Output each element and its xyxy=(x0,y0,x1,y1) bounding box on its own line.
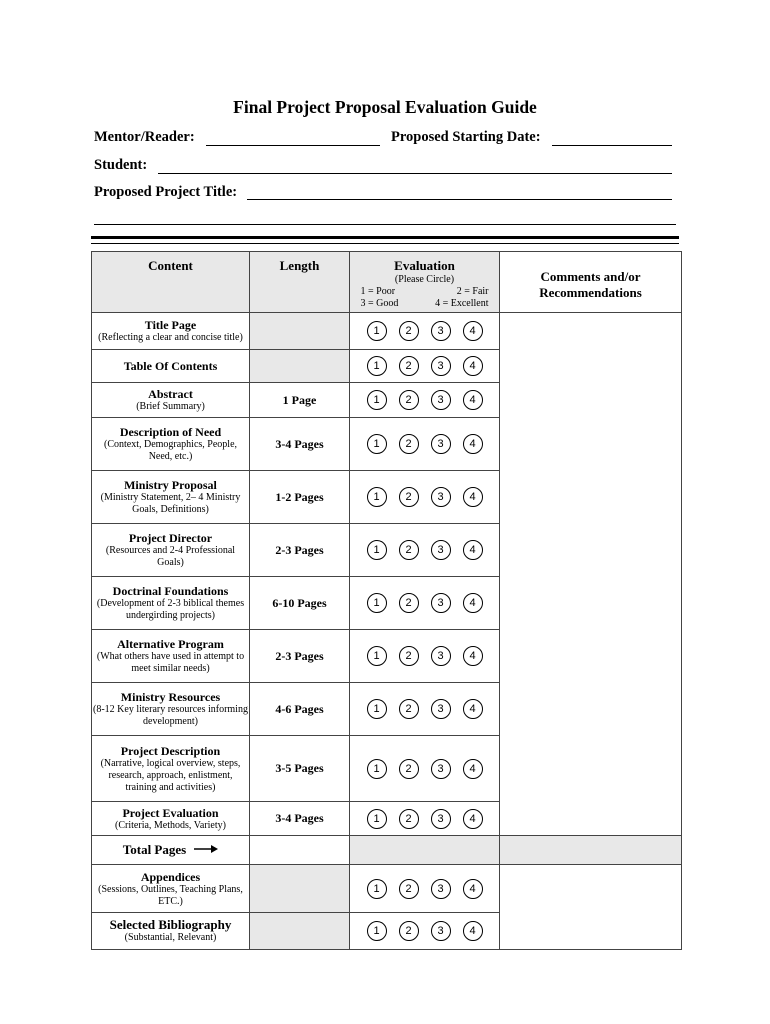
ministry-resources-rating-3[interactable]: 3 xyxy=(431,699,451,719)
project-director-evaluation-cell xyxy=(350,524,500,577)
project-description-length-cell xyxy=(250,736,350,802)
project-evaluation-evaluation-cell xyxy=(350,802,500,836)
proposed-starting-date-label: Proposed Starting Date: xyxy=(391,129,541,145)
thin-divider xyxy=(91,243,679,244)
title-page-rating-options xyxy=(350,321,499,341)
table-of-contents-evaluation-cell xyxy=(350,350,500,383)
scale-good: 3 = Good xyxy=(360,298,399,309)
doctrinal-foundations-evaluation-cell xyxy=(350,577,500,630)
abstract-name: Abstract xyxy=(148,387,193,401)
ministry-resources-length-cell xyxy=(250,683,350,736)
header-row xyxy=(92,252,682,313)
abstract-rating-1[interactable]: 1 xyxy=(367,390,387,410)
evaluation-table xyxy=(91,251,682,950)
scale-row-1 xyxy=(361,286,489,298)
table-of-contents-content-cell xyxy=(92,350,250,383)
ministry-resources-rating-4[interactable]: 4 xyxy=(463,699,483,719)
description-of-need-length-cell xyxy=(250,418,350,471)
project-evaluation-rating-4[interactable]: 4 xyxy=(463,809,483,829)
content-header: Content xyxy=(148,258,193,273)
title-page-length-cell xyxy=(250,313,350,350)
selected-bibliography-rating-3[interactable]: 3 xyxy=(431,921,451,941)
title-page-rating-1[interactable]: 1 xyxy=(367,321,387,341)
alternative-program-rating-2[interactable]: 2 xyxy=(399,646,419,666)
alternative-program-description: (What others have used in attempt to meet similar needs) xyxy=(96,651,245,674)
doctrinal-foundations-rating-options xyxy=(350,593,499,613)
project-evaluation-length-cell xyxy=(250,802,350,836)
abstract-rating-options xyxy=(350,390,499,410)
ministry-proposal-rating-4[interactable]: 4 xyxy=(463,487,483,507)
student-line[interactable] xyxy=(158,173,672,174)
title-page-description: (Reflecting a clear and concise title) xyxy=(98,332,243,343)
scale-row-2 xyxy=(361,298,489,310)
project-director-rating-4[interactable]: 4 xyxy=(463,540,483,560)
ministry-proposal-rating-2[interactable]: 2 xyxy=(399,487,419,507)
ministry-proposal-rating-1[interactable]: 1 xyxy=(367,487,387,507)
table-row xyxy=(92,865,682,913)
description-of-need-rating-2[interactable]: 2 xyxy=(399,434,419,454)
abstract-evaluation-cell xyxy=(350,383,500,418)
description-of-need-rating-3[interactable]: 3 xyxy=(431,434,451,454)
description-of-need-content-cell xyxy=(92,418,250,471)
description-of-need-length: 3-4 Pages xyxy=(275,436,324,451)
selected-bibliography-rating-4[interactable]: 4 xyxy=(463,921,483,941)
alternative-program-evaluation-cell xyxy=(350,630,500,683)
abstract-content-cell xyxy=(92,383,250,418)
table-of-contents-name: Table Of Contents xyxy=(123,359,218,373)
title-page-rating-2[interactable]: 2 xyxy=(399,321,419,341)
title-page-rating-4[interactable]: 4 xyxy=(463,321,483,341)
evaluation-header: Evaluation xyxy=(394,258,455,273)
ministry-resources-evaluation-cell xyxy=(350,683,500,736)
appendices-description: (Sessions, Outlines, Teaching Plans, ETC.) xyxy=(98,883,243,907)
proposed-project-title-line-2[interactable] xyxy=(94,224,676,225)
evaluation-header-cell xyxy=(350,252,500,313)
description-of-need-evaluation-cell xyxy=(350,418,500,471)
project-director-description: (Resources and 2-4 Professional Goals) xyxy=(105,545,236,568)
total-pages-comments-blank xyxy=(500,836,682,865)
ministry-resources-rating-options xyxy=(350,699,499,719)
project-description-evaluation-cell xyxy=(350,736,500,802)
project-evaluation-rating-options xyxy=(350,809,499,829)
scale-fair: 2 = Fair xyxy=(456,286,489,297)
alternative-program-length: 2-3 Pages xyxy=(275,648,324,663)
doctrinal-foundations-length-cell xyxy=(250,577,350,630)
total-pages-cell xyxy=(92,836,250,865)
doctrinal-foundations-content-cell xyxy=(92,577,250,630)
ministry-resources-rating-1[interactable]: 1 xyxy=(367,699,387,719)
table-of-contents-length-cell xyxy=(250,350,350,383)
selected-bibliography-name: Selected Bibliography xyxy=(109,917,232,932)
project-description-rating-3[interactable]: 3 xyxy=(431,759,451,779)
selected-bibliography-content-cell xyxy=(92,913,250,950)
appendices-rating-3[interactable]: 3 xyxy=(431,879,451,899)
doctrinal-foundations-rating-3[interactable]: 3 xyxy=(431,593,451,613)
ministry-resources-rating-2[interactable]: 2 xyxy=(399,699,419,719)
scale-poor: 1 = Poor xyxy=(360,286,396,297)
project-description-content-cell xyxy=(92,736,250,802)
project-description-rating-2[interactable]: 2 xyxy=(399,759,419,779)
length-header-cell xyxy=(250,252,350,313)
selected-bibliography-rating-1[interactable]: 1 xyxy=(367,921,387,941)
abstract-length: 1 Page xyxy=(282,392,317,407)
ministry-proposal-length: 1-2 Pages xyxy=(275,489,324,504)
project-director-length-cell xyxy=(250,524,350,577)
ministry-resources-length: 4-6 Pages xyxy=(275,701,324,716)
mentor-reader-label: Mentor/Reader: xyxy=(94,129,195,145)
project-director-rating-1[interactable]: 1 xyxy=(367,540,387,560)
comments-header-line-1: Comments and/or xyxy=(540,269,641,284)
table-of-contents-rating-3[interactable]: 3 xyxy=(431,356,451,376)
project-evaluation-length: 3-4 Pages xyxy=(275,811,324,825)
project-director-rating-3[interactable]: 3 xyxy=(431,540,451,560)
description-of-need-description: (Context, Demographics, People, Need, etc.) xyxy=(103,439,238,462)
table-of-contents-rating-1[interactable]: 1 xyxy=(367,356,387,376)
ministry-proposal-evaluation-cell xyxy=(350,471,500,524)
alternative-program-rating-options xyxy=(350,646,499,666)
project-description-rating-1[interactable]: 1 xyxy=(367,759,387,779)
alternative-program-name: Alternative Program xyxy=(117,637,224,651)
total-pages-evaluation-blank xyxy=(350,836,500,865)
ministry-proposal-name: Ministry Proposal xyxy=(124,478,217,492)
abstract-description: (Brief Summary) xyxy=(136,401,205,412)
alternative-program-rating-4[interactable]: 4 xyxy=(463,646,483,666)
description-of-need-rating-1[interactable]: 1 xyxy=(367,434,387,454)
table-of-contents-rating-options xyxy=(350,356,499,376)
appendices-evaluation-cell xyxy=(350,865,500,913)
project-director-rating-2[interactable]: 2 xyxy=(399,540,419,560)
please-circle-note: (Please Circle) xyxy=(394,274,455,285)
project-description-description: (Narrative, logical overview, steps, research, approach, enlistment, training and activities) xyxy=(100,757,241,793)
comments-header-cell xyxy=(500,252,682,313)
doctrinal-foundations-description: (Development of 2-3 biblical themes undergirding projects) xyxy=(96,598,245,621)
selected-bibliography-description: (Substantial, Relevant) xyxy=(124,932,217,943)
appendices-length-cell xyxy=(250,865,350,913)
proposed-project-title-label: Proposed Project Title: xyxy=(94,184,238,200)
document-title: Final Project Proposal Evaluation Guide xyxy=(233,97,537,117)
ministry-resources-description: (8-12 Key literary resources informing development) xyxy=(93,704,248,727)
title-page-name: Title Page xyxy=(144,318,197,332)
project-description-rating-4[interactable]: 4 xyxy=(463,759,483,779)
project-evaluation-content-cell xyxy=(92,802,250,836)
project-director-name: Project Director xyxy=(128,531,213,545)
length-header: Length xyxy=(279,258,320,273)
appendix-comments-area[interactable] xyxy=(500,865,682,950)
project-evaluation-rating-3[interactable]: 3 xyxy=(431,809,451,829)
project-director-content-cell xyxy=(92,524,250,577)
scale-excellent: 4 = Excellent xyxy=(435,298,489,309)
arrow-right-icon xyxy=(194,841,218,859)
abstract-rating-2[interactable]: 2 xyxy=(399,390,419,410)
title-page-rating-3[interactable]: 3 xyxy=(431,321,451,341)
project-evaluation-rating-1[interactable]: 1 xyxy=(367,809,387,829)
project-description-length: 3-5 Pages xyxy=(275,761,324,775)
project-description-rating-options xyxy=(350,759,499,779)
ministry-proposal-rating-options xyxy=(350,487,499,507)
thick-divider xyxy=(91,236,679,239)
appendices-rating-1[interactable]: 1 xyxy=(367,879,387,899)
abstract-rating-4[interactable]: 4 xyxy=(463,390,483,410)
doctrinal-foundations-rating-1[interactable]: 1 xyxy=(367,593,387,613)
project-evaluation-description: (Criteria, Methods, Variety) xyxy=(115,819,226,831)
alternative-program-rating-3[interactable]: 3 xyxy=(431,646,451,666)
ministry-resources-name: Ministry Resources xyxy=(120,690,221,704)
alternative-program-rating-1[interactable]: 1 xyxy=(367,646,387,666)
total-pages-row xyxy=(92,836,682,865)
comments-header-line-2: Recommendations xyxy=(539,285,642,300)
selected-bibliography-rating-2[interactable]: 2 xyxy=(399,921,419,941)
selected-bibliography-length-cell xyxy=(250,913,350,950)
mentor-reader-line[interactable] xyxy=(206,145,380,146)
title-page-content-cell xyxy=(92,313,250,350)
description-of-need-rating-4[interactable]: 4 xyxy=(463,434,483,454)
doctrinal-foundations-rating-4[interactable]: 4 xyxy=(463,593,483,613)
description-of-need-name: Description of Need xyxy=(119,425,222,439)
comments-area[interactable] xyxy=(500,313,682,836)
selected-bibliography-rating-options xyxy=(350,921,499,941)
title-page-evaluation-cell xyxy=(350,313,500,350)
project-director-length: 2-3 Pages xyxy=(275,542,324,557)
appendices-content-cell xyxy=(92,865,250,913)
table-row xyxy=(92,313,682,350)
project-evaluation-name: Project Evaluation xyxy=(122,805,219,820)
appendices-rating-2[interactable]: 2 xyxy=(399,879,419,899)
proposed-project-title-line[interactable] xyxy=(247,199,672,200)
table-of-contents-rating-2[interactable]: 2 xyxy=(399,356,419,376)
description-of-need-rating-options xyxy=(350,434,499,454)
selected-bibliography-evaluation-cell xyxy=(350,913,500,950)
ministry-resources-content-cell xyxy=(92,683,250,736)
ministry-proposal-content-cell xyxy=(92,471,250,524)
alternative-program-length-cell xyxy=(250,630,350,683)
doctrinal-foundations-name: Doctrinal Foundations xyxy=(112,584,229,598)
ministry-proposal-length-cell xyxy=(250,471,350,524)
project-description-name: Project Description xyxy=(120,743,221,758)
appendices-rating-4[interactable]: 4 xyxy=(463,879,483,899)
abstract-length-cell xyxy=(250,383,350,418)
abstract-rating-3[interactable]: 3 xyxy=(431,390,451,410)
project-evaluation-rating-2[interactable]: 2 xyxy=(399,809,419,829)
ministry-proposal-description: (Ministry Statement, 2– 4 Ministry Goals, Definitions) xyxy=(100,492,241,515)
total-pages-label: Total Pages xyxy=(122,841,187,857)
student-label: Student: xyxy=(94,157,148,173)
appendices-rating-options xyxy=(350,879,499,899)
project-director-rating-options xyxy=(350,540,499,560)
appendices-name: Appendices xyxy=(140,869,201,884)
ministry-proposal-rating-3[interactable]: 3 xyxy=(431,487,451,507)
doctrinal-foundations-length: 6-10 Pages xyxy=(272,595,327,610)
content-header-cell xyxy=(92,252,250,313)
total-pages-input[interactable] xyxy=(250,836,350,865)
proposed-starting-date-line[interactable] xyxy=(552,145,672,146)
alternative-program-content-cell xyxy=(92,630,250,683)
table-of-contents-rating-4[interactable]: 4 xyxy=(463,356,483,376)
doctrinal-foundations-rating-2[interactable]: 2 xyxy=(399,593,419,613)
